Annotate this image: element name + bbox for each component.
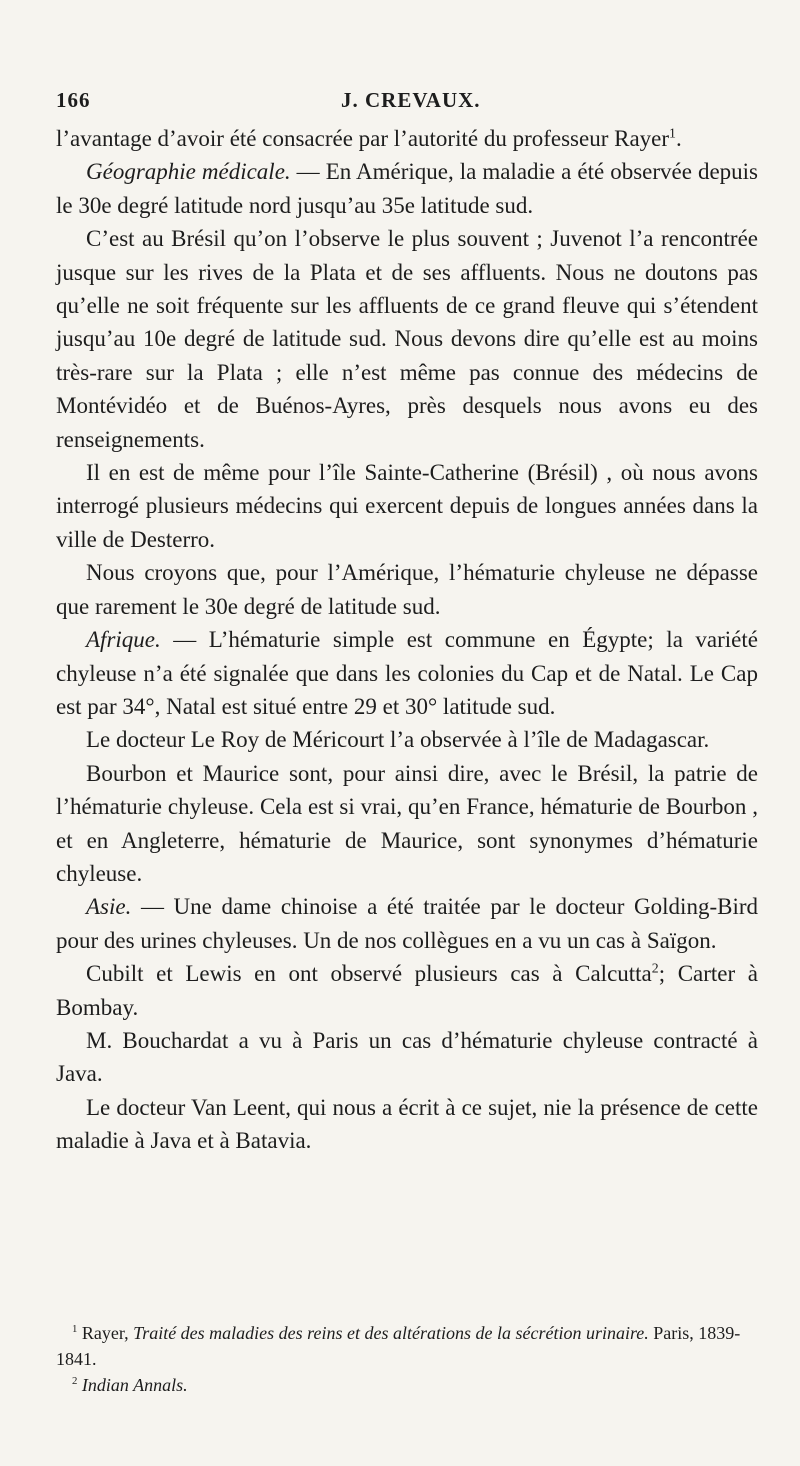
- paragraph-text: Il en est de même pour l’île Sainte-Catherine (Brésil) , où nous avons interrogé plusieurs médecins qui exercent depuis de longues années dans la ville de Desterro.: [56, 460, 758, 552]
- footnote-ref: 1: [669, 125, 676, 141]
- section-heading: Géographie médicale.: [86, 159, 291, 185]
- paragraph: [56, 623, 758, 723]
- paragraph: [56, 556, 758, 623]
- footnote: [56, 1372, 758, 1398]
- footnote-rest: Paris, 1839-1841.: [56, 1323, 741, 1369]
- paragraph: [56, 890, 758, 957]
- footnote-author: Rayer,: [81, 1323, 134, 1343]
- paragraph-text: Le docteur Le Roy de Méricourt l’a observée à l’île de Madagascar.: [86, 727, 710, 753]
- footnote: [56, 1320, 758, 1372]
- footnote-marker: 1: [72, 1323, 78, 1335]
- paragraph: [56, 723, 758, 756]
- paragraph: [56, 155, 758, 222]
- section-heading: Asie.: [86, 894, 132, 920]
- paragraph-text: Bourbon et Maurice sont, pour ainsi dire, avec le Brésil, la patrie de l’hématurie chyleuse. Cela est si vrai, qu’en France, hématurie de Bourbon , et en Angleterre, hématurie de Maurice, sont synonymes d’hématurie chyleuse.: [56, 760, 758, 886]
- paragraph-text-tail: ; Carter à Bombay.: [56, 961, 758, 1020]
- section-heading: Afrique.: [86, 627, 161, 653]
- paragraph: [56, 1091, 758, 1158]
- paragraph: [56, 222, 758, 456]
- paragraph-text-tail: .: [675, 126, 682, 151]
- paragraph-text: — Une dame chinoise a été traitée par le docteur Golding-Bird pour des urines chyleuses. Un de nos collègues en a vu un cas à Saïgon.: [56, 894, 758, 953]
- footnote-ref: 2: [651, 960, 659, 976]
- paragraph: [56, 757, 758, 891]
- paragraph-text: C’est au Brésil qu’on l’observe le plus souvent ; Juvenot l’a rencontrée jusque sur les rives de la Plata et de ses affluents. Nous ne doutons pas qu’elle ne soit fréquente sur les affluents de ce grand fleuve qui s’étendent jusqu’au 10e degré de latitude sud. Nous devons dire qu’elle est au moins très-rare sur la Plata ; elle n’est même pas connue des médecins de Montévidéo et de Buénos-Ayres, près desquels nous avons eu des renseignements.: [56, 226, 758, 452]
- paragraph-text: Le docteur Van Leent, qui nous a écrit à ce sujet, nie la présence de cette maladie à Java et à Batavia.: [56, 1094, 758, 1154]
- paragraph-text: Cubilt et Lewis en ont observé plusieurs cas à Calcutta: [86, 961, 652, 987]
- paragraph: [56, 957, 758, 1024]
- footnote-title: Indian Annals.: [81, 1375, 188, 1395]
- paragraph: [56, 122, 758, 155]
- paragraph-text: Nous croyons que, pour l’Amérique, l’hématurie chyleuse ne dépasse que rarement le 30e degré de latitude sud.: [56, 560, 758, 619]
- paragraph-text: — En Amérique, la maladie a été observée depuis le 30e degré latitude nord jusqu’au 35e latitude sud.: [56, 159, 758, 218]
- paragraph: [56, 456, 758, 556]
- paragraph-text: M. Bouchardat a vu à Paris un cas d’hématurie chyleuse contracté à Java.: [56, 1027, 758, 1087]
- footnotes: [56, 1320, 758, 1398]
- footnote-title: Traité des maladies des reins et des altérations de la sécrétion urinaire.: [133, 1323, 649, 1343]
- paragraph-text: — L’hématurie simple est commune en Égypte; la variété chyleuse n’a été signalée que dans les colonies du Cap et de Natal. Le Cap est par 34°, Natal est situé entre 29 et 30° latitude sud.: [56, 627, 758, 719]
- paragraph-text: l’avantage d’avoir été consacrée par l’autorité du professeur Rayer: [56, 126, 670, 151]
- running-title: J. CREVAUX.: [341, 88, 481, 112]
- paragraph: [56, 1024, 758, 1091]
- footnote-marker: 2: [72, 1375, 78, 1387]
- body-text: [56, 122, 758, 1158]
- page-number: 166: [56, 88, 91, 112]
